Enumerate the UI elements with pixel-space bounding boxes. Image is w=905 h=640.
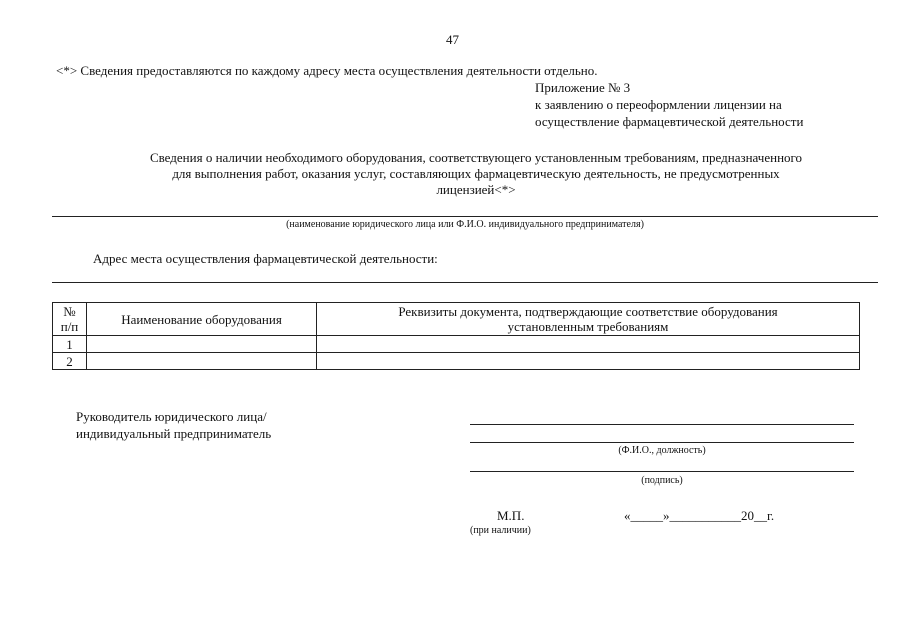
address-label: Адрес места осуществления фармацевтической деятельности: [93,251,438,266]
column-header-number-line2: п/п [60,319,79,334]
document-details-cell[interactable] [317,353,860,370]
fio-caption: (Ф.И.О., должность) [618,445,706,456]
date-field[interactable]: «_____»___________20__г. [624,508,775,523]
appendix-line: к заявлению о переоформлении лицензии на [535,97,782,112]
address-line[interactable] [52,282,878,283]
row-number: 1 [53,336,87,353]
table-row [53,336,860,353]
equipment-name-cell[interactable] [87,336,317,353]
entity-name-line[interactable] [52,216,878,217]
page-number: 47 [446,32,459,47]
appendix-title: Приложение № 3 [535,80,631,95]
signature-line-upper[interactable] [470,424,854,425]
column-header-documents-line2: установленным требованиям [507,319,669,334]
table-row [53,353,860,370]
fio-position-line[interactable] [470,442,854,443]
table-header-row [53,303,860,336]
appendix-line: осуществление фармацевтической деятельности [535,114,804,129]
heading-line: Сведения о наличии необходимого оборудования, соответствующего установленным требованиям, предназначенного [149,150,803,165]
entity-name-caption: (наименование юридического лица или Ф.И.О. индивидуального предпринимателя) [286,219,644,230]
column-header-equipment: Наименование оборудования [87,303,317,336]
footnote: <*> Сведения предоставляются по каждому адресу места осуществления деятельности отдельно. [56,63,598,78]
heading-line: лицензией<*> [436,182,516,197]
signature-caption: (подпись) [641,475,683,486]
equipment-name-cell[interactable] [87,353,317,370]
column-header-number-line1: № [63,304,76,319]
stamp-note: (при наличии) [470,525,531,536]
heading-line: для выполнения работ, оказания услуг, составляющих фармацевтическую деятельность, не предусмотренных [172,166,780,181]
signatory-line: Руководитель юридического лица/ [76,409,267,424]
equipment-table [52,302,860,370]
column-header-number [53,303,87,336]
document-details-cell[interactable] [317,336,860,353]
signature-line[interactable] [470,471,854,472]
row-number: 2 [53,353,87,370]
signatory-line: индивидуальный предприниматель [76,426,272,441]
column-header-documents-line1: Реквизиты документа, подтверждающие соответствие оборудования [398,304,778,319]
stamp-label: М.П. [497,508,525,523]
column-header-documents [317,303,860,336]
